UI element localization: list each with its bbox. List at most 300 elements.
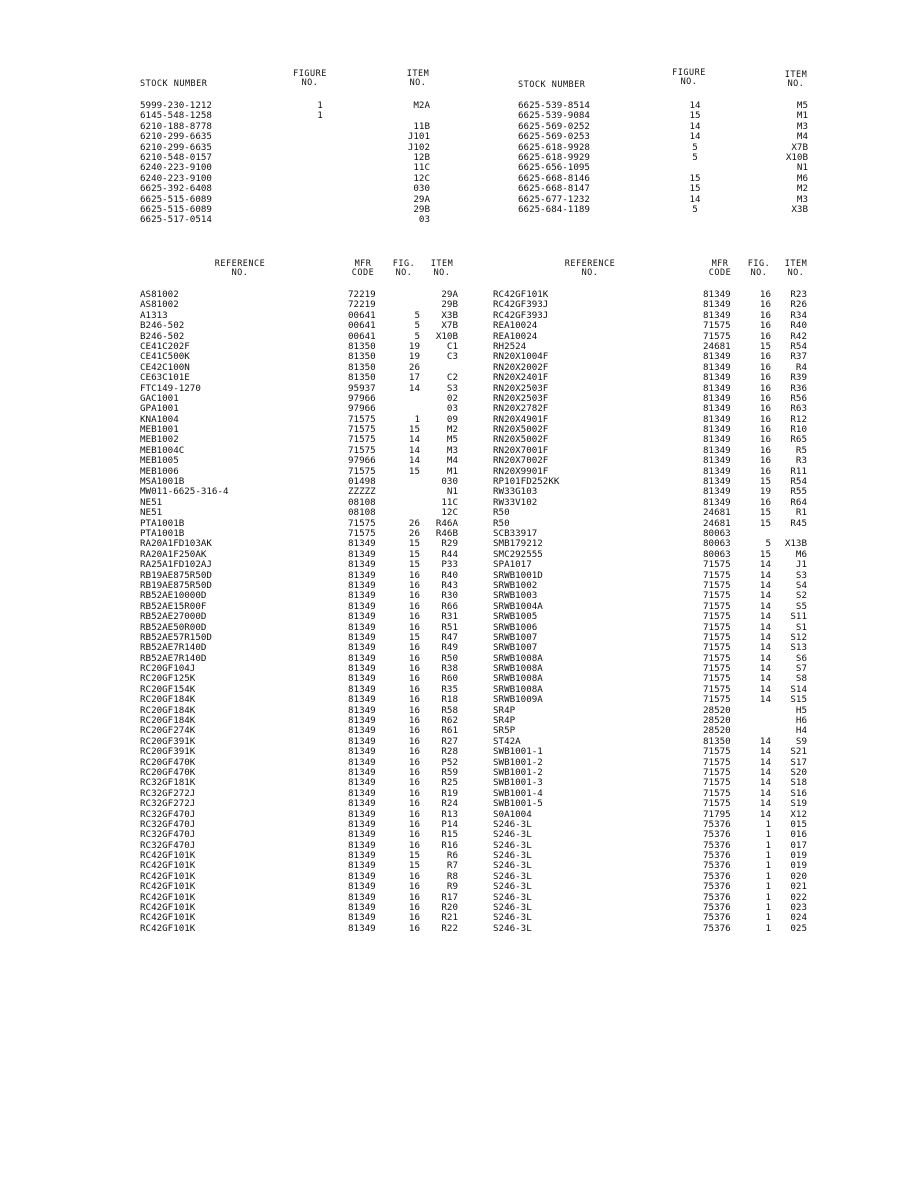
- item-number-cell: S11: [790, 611, 807, 623]
- fig-number-cell: 26: [408, 517, 420, 529]
- reference-number-cell: RW33G103: [493, 486, 538, 498]
- reference-number-cell: RP101FD252KK: [493, 476, 560, 488]
- item-number-cell: R34: [790, 309, 807, 321]
- reference-number-cell: MEB1004C: [140, 444, 185, 456]
- figure-number-cell: 15: [689, 183, 701, 195]
- item-number-cell: R55: [790, 486, 807, 498]
- reference-header-right-line1: REFERENCE: [564, 259, 616, 269]
- mfr-code-cell: 81349: [348, 735, 376, 747]
- item-number-cell: R59: [441, 766, 458, 778]
- item-number-cell: S12: [790, 631, 807, 643]
- mfr-header-left-line2: CODE: [351, 268, 375, 278]
- reference-number-cell: S246-3L: [493, 881, 532, 893]
- item-number-cell: S4: [795, 579, 807, 591]
- mfr-code-cell: 71575: [703, 590, 731, 602]
- item-number-cell: R6: [446, 850, 458, 862]
- mfr-code-cell: 80063: [703, 538, 731, 550]
- fig-number-cell: 14: [759, 652, 771, 664]
- fig-number-cell: 16: [408, 922, 420, 934]
- fig-number-cell: 16: [408, 694, 420, 706]
- reference-number-cell: RC20GF470K: [140, 766, 196, 778]
- mfr-code-cell: 71575: [703, 746, 731, 758]
- item-number-cell: 29B: [441, 299, 458, 311]
- mfr-code-cell: 71575: [703, 777, 731, 789]
- fig-number-cell: 16: [759, 361, 771, 373]
- item-number-cell: J101: [407, 131, 430, 143]
- fig-number-cell: 1: [414, 413, 420, 425]
- fig-header-left-line2: NO.: [395, 268, 413, 278]
- item-number-cell: 030: [441, 476, 458, 488]
- item-number-cell: R8: [446, 870, 458, 882]
- fig-number-cell: 19: [408, 340, 420, 352]
- fig-number-cell: 14: [408, 382, 420, 394]
- fig-header-left-line1: FIG.: [392, 259, 416, 269]
- fig-number-cell: 1: [765, 818, 771, 830]
- fig-number-cell: 26: [408, 527, 420, 539]
- item-number-cell: M3: [796, 193, 808, 205]
- mfr-code-cell: 81349: [703, 434, 731, 446]
- fig-number-cell: 16: [408, 839, 420, 851]
- mfr-header-left: [343, 260, 383, 278]
- table-row: [140, 394, 460, 404]
- item-number-cell: R3: [795, 455, 807, 467]
- mfr-code-cell: 81350: [348, 361, 376, 373]
- fig-number-cell: 14: [759, 600, 771, 612]
- fig-number-cell: 16: [408, 746, 420, 758]
- item-number-cell: 021: [790, 881, 807, 893]
- table-row: [140, 373, 460, 383]
- mfr-code-cell: 81349: [348, 611, 376, 623]
- fig-number-cell: 16: [408, 870, 420, 882]
- reference-number-cell: RN20X7001F: [493, 444, 549, 456]
- mfr-code-cell: 72219: [348, 299, 376, 311]
- table-row: [140, 300, 460, 310]
- fig-number-cell: 1: [765, 860, 771, 872]
- mfr-code-cell: 75376: [703, 860, 731, 872]
- figure-number-cell: 14: [689, 100, 701, 111]
- item-number-cell: S15: [790, 694, 807, 706]
- item-number-cell: R58: [441, 704, 458, 716]
- reference-number-cell: SRWB1008A: [493, 663, 543, 675]
- stock-list-right: [518, 101, 810, 215]
- mfr-code-cell: 81350: [348, 351, 376, 363]
- table-row: [140, 311, 460, 321]
- reference-number-cell: SRWB1009A: [493, 694, 543, 706]
- reference-number-cell: RC20GF470K: [140, 756, 196, 768]
- item-number-cell: 03: [418, 214, 430, 226]
- mfr-code-cell: 75376: [703, 850, 731, 862]
- stock-number-cell: 6210-299-6635: [140, 131, 212, 143]
- mfr-code-cell: 71575: [348, 444, 376, 456]
- fig-number-cell: 16: [759, 299, 771, 311]
- table-row: [518, 184, 810, 194]
- mfr-code-cell: 81349: [703, 424, 731, 436]
- item-number-cell: S2: [795, 590, 807, 602]
- item-number-cell: S20: [790, 766, 807, 778]
- item-number-cell: 12C: [441, 507, 458, 519]
- stock-number-cell: 6625-539-8514: [518, 100, 590, 111]
- reference-number-cell: RC32GF272J: [140, 798, 196, 810]
- item-number-cell: R23: [790, 289, 807, 300]
- item-number-cell: S18: [790, 777, 807, 789]
- fig-number-cell: 1: [765, 850, 771, 862]
- fig-number-cell: 15: [408, 465, 420, 477]
- reference-number-cell: R50: [493, 507, 510, 519]
- mfr-code-cell: 00641: [348, 309, 376, 321]
- fig-number-cell: 14: [759, 673, 771, 685]
- reference-number-cell: RB52AE7R140D: [140, 652, 207, 664]
- fig-number-cell: 16: [759, 351, 771, 363]
- fig-number-cell: 14: [759, 569, 771, 581]
- reference-number-cell: RC42GF101K: [140, 850, 196, 862]
- table-row: [518, 132, 810, 142]
- item-number-cell: R13: [441, 808, 458, 820]
- mfr-code-cell: 24681: [703, 340, 731, 352]
- fig-number-cell: 14: [759, 777, 771, 789]
- item-number-cell: R63: [790, 403, 807, 415]
- reference-number-cell: RN20X2002F: [493, 361, 549, 373]
- item-number-cell: M2: [446, 424, 458, 436]
- reference-number-cell: RC32GF470J: [140, 839, 196, 851]
- reference-number-cell: SRWB1005: [493, 611, 538, 623]
- fig-header-left: [389, 260, 419, 278]
- item-number-cell: R9: [446, 881, 458, 893]
- reference-number-cell: CE42C100N: [140, 361, 190, 373]
- item-number-cell: 11C: [413, 162, 430, 174]
- fig-number-cell: 5: [765, 538, 771, 550]
- item-number-cell: R46B: [435, 527, 458, 539]
- fig-number-cell: 14: [759, 590, 771, 602]
- fig-number-cell: 16: [759, 465, 771, 477]
- mfr-code-cell: 81349: [703, 392, 731, 404]
- stock-number-cell: 6210-548-0157: [140, 151, 212, 163]
- reference-number-cell: CE41C500K: [140, 351, 190, 363]
- fig-number-cell: 14: [759, 631, 771, 643]
- fig-number-cell: 16: [759, 424, 771, 436]
- mfr-code-cell: ZZZZZ: [348, 486, 376, 498]
- item-number-cell: R4: [795, 361, 807, 373]
- fig-number-cell: 16: [408, 590, 420, 602]
- mfr-code-cell: 81349: [348, 559, 376, 571]
- reference-number-cell: MEB1001: [140, 424, 179, 436]
- fig-number-cell: 17: [408, 372, 420, 384]
- mfr-code-cell: 71575: [703, 642, 731, 654]
- reference-number-cell: RC42GF101K: [140, 881, 196, 893]
- item-number-cell: H5: [795, 704, 807, 716]
- stock-number-cell: 6240-223-9100: [140, 172, 212, 184]
- item-number-cell: R40: [441, 569, 458, 581]
- mfr-code-cell: 81349: [348, 746, 376, 758]
- table-row: [140, 215, 440, 225]
- item-number-cell: R49: [441, 642, 458, 654]
- fig-header-right-line1: FIG.: [747, 259, 771, 269]
- mfr-code-cell: 71575: [703, 320, 731, 332]
- table-row: [140, 321, 460, 331]
- item-number-cell: S19: [790, 798, 807, 810]
- reference-number-cell: SR4P: [493, 704, 516, 716]
- fig-number-cell: 16: [408, 818, 420, 830]
- stock-number-cell: 6625-569-0252: [518, 120, 590, 132]
- stock-number-cell: 6625-569-0253: [518, 131, 590, 143]
- item-number-cell: R5: [795, 444, 807, 456]
- reference-number-cell: SMB179212: [493, 538, 543, 550]
- mfr-code-cell: 81349: [348, 902, 376, 914]
- item-number-cell: R28: [441, 746, 458, 758]
- item-number-cell: C2: [446, 372, 458, 384]
- fig-number-cell: 16: [408, 642, 420, 654]
- reference-number-cell: S246-3L: [493, 818, 532, 830]
- reference-header-left-line2: NO.: [231, 268, 249, 278]
- item-number-cell: N1: [446, 486, 458, 498]
- item-number-cell: S8: [795, 673, 807, 685]
- stock-number-cell: 6625-677-1232: [518, 193, 590, 205]
- mfr-code-cell: 81349: [348, 839, 376, 851]
- mfr-header-right-line1: MFR: [711, 259, 729, 269]
- item-header-right-line2: NO.: [787, 79, 805, 89]
- reference-number-cell: SMC292555: [493, 548, 543, 560]
- fig-number-cell: 16: [408, 912, 420, 924]
- reference-number-cell: RC42GF393J: [493, 299, 549, 311]
- table-row: [493, 799, 813, 809]
- mfr-header-right-line2: CODE: [708, 268, 732, 278]
- fig-number-cell: 15: [408, 548, 420, 560]
- reference-number-cell: RC42GF101K: [140, 902, 196, 914]
- fig-number-cell: 15: [408, 538, 420, 550]
- mfr-code-cell: 80063: [703, 548, 731, 560]
- stock-number-cell: 6625-539-9084: [518, 110, 590, 122]
- mfr-code-cell: 01498: [348, 476, 376, 488]
- item-number-cell: R16: [441, 839, 458, 851]
- reference-number-cell: FTC149-1270: [140, 382, 201, 394]
- mfr-code-cell: 81349: [348, 891, 376, 903]
- reference-number-cell: SRWB1008A: [493, 683, 543, 695]
- mfr-code-cell: 81349: [703, 455, 731, 467]
- item-number-cell: 019: [790, 850, 807, 862]
- stock-number-cell: 6145-548-1258: [140, 110, 212, 122]
- item-number-cell: R27: [441, 735, 458, 747]
- fig-number-cell: 15: [759, 476, 771, 488]
- table-row: [140, 612, 460, 622]
- mfr-code-cell: 08108: [348, 496, 376, 508]
- figure-number-cell: 14: [689, 120, 701, 132]
- item-number-cell: M3: [796, 120, 808, 132]
- reference-number-cell: RC32GF181K: [140, 777, 196, 789]
- item-number-cell: R45: [790, 517, 807, 529]
- mfr-code-cell: 75376: [703, 829, 731, 841]
- item-number-cell: 12C: [413, 172, 430, 184]
- figure-header-left-line1: FIGURE: [293, 69, 327, 79]
- mfr-code-cell: 75376: [703, 818, 731, 830]
- item-number-cell: H4: [795, 725, 807, 737]
- mfr-code-cell: 71575: [348, 413, 376, 425]
- fig-number-cell: 14: [759, 798, 771, 810]
- stock-number-cell: 6625-517-0514: [140, 214, 212, 226]
- mfr-code-cell: 71575: [703, 330, 731, 342]
- item-number-cell: R50: [441, 652, 458, 664]
- stock-number-cell: 6625-668-8147: [518, 183, 590, 195]
- mfr-code-cell: 71575: [703, 673, 731, 685]
- fig-number-cell: 1: [765, 902, 771, 914]
- item-number-cell: M5: [796, 100, 808, 111]
- figure-number-cell: 1: [317, 100, 323, 111]
- item-number-cell: R19: [441, 787, 458, 799]
- table-row: [140, 498, 460, 508]
- figure-number-cell: 5: [692, 141, 698, 153]
- table-row: [140, 560, 460, 570]
- item-number-cell: R36: [790, 382, 807, 394]
- item-number-cell: S17: [790, 756, 807, 768]
- mfr-code-cell: 71575: [703, 611, 731, 623]
- fig-number-cell: 15: [408, 850, 420, 862]
- item-number-cell: P14: [441, 818, 458, 830]
- item-header-left: [398, 70, 438, 88]
- reference-number-cell: MEB1002: [140, 434, 179, 446]
- reference-number-cell: RC20GF184K: [140, 694, 196, 706]
- reference-number-cell: PTA1001B: [140, 527, 185, 539]
- reference-number-cell: RN20X2503F: [493, 382, 549, 394]
- fig-number-cell: 14: [759, 756, 771, 768]
- reference-number-cell: RC20GF184K: [140, 715, 196, 727]
- mfr-code-cell: 97966: [348, 455, 376, 467]
- item-number-cell: N1: [796, 162, 808, 174]
- item-number-cell: R35: [441, 683, 458, 695]
- fig-number-cell: 14: [759, 735, 771, 747]
- reference-number-cell: A1313: [140, 309, 168, 321]
- reference-number-cell: RC42GF101K: [140, 860, 196, 872]
- item-number-cell: R38: [441, 663, 458, 675]
- item-number-cell: 030: [413, 183, 430, 195]
- item-number-cell: S16: [790, 787, 807, 799]
- reference-number-cell: RC20GF391K: [140, 735, 196, 747]
- fig-number-cell: 16: [408, 673, 420, 685]
- reference-number-cell: NE51: [140, 496, 163, 508]
- mfr-code-cell: 81349: [703, 361, 731, 373]
- fig-number-cell: 16: [408, 798, 420, 810]
- mfr-code-cell: 81349: [703, 465, 731, 477]
- item-number-cell: R22: [441, 922, 458, 934]
- mfr-code-cell: 71575: [348, 527, 376, 539]
- mfr-code-cell: 81349: [703, 486, 731, 498]
- item-number-cell: S7: [795, 663, 807, 675]
- figure-header-left: [285, 70, 335, 88]
- fig-number-cell: 1: [765, 829, 771, 841]
- fig-number-cell: 16: [408, 704, 420, 716]
- reference-header-right: [540, 260, 640, 278]
- item-number-cell: P52: [441, 756, 458, 768]
- fig-number-cell: 15: [408, 631, 420, 643]
- mfr-code-cell: 81349: [703, 351, 731, 363]
- mfr-code-cell: 81349: [348, 870, 376, 882]
- mfr-code-cell: 81349: [348, 829, 376, 841]
- item-number-cell: 019: [790, 860, 807, 872]
- reference-number-cell: RN20X1004F: [493, 351, 549, 363]
- item-number-cell: R30: [441, 590, 458, 602]
- stock-number-cell: 6625-668-8146: [518, 172, 590, 184]
- table-row: [493, 695, 813, 705]
- item-number-cell: X12: [790, 808, 807, 820]
- fig-number-cell: 16: [759, 372, 771, 384]
- reference-header-left-line1: REFERENCE: [214, 259, 266, 269]
- mfr-header-left-line1: MFR: [354, 259, 372, 269]
- item-number-cell: R20: [441, 902, 458, 914]
- item-number-cell: R31: [441, 611, 458, 623]
- item-number-cell: R51: [441, 621, 458, 633]
- item-number-cell: R54: [790, 340, 807, 352]
- item-number-cell: 11B: [413, 120, 430, 132]
- fig-header-right-line2: NO.: [750, 268, 768, 278]
- item-number-cell: S5: [795, 600, 807, 612]
- item-number-cell: 015: [790, 818, 807, 830]
- mfr-code-cell: 81349: [348, 569, 376, 581]
- mfr-code-cell: 81349: [703, 382, 731, 394]
- mfr-code-cell: 71575: [703, 787, 731, 799]
- table-row: [493, 612, 813, 622]
- reference-number-cell: RC42GF101K: [140, 912, 196, 924]
- fig-number-cell: 14: [759, 559, 771, 571]
- reference-number-cell: CE41C202F: [140, 340, 190, 352]
- item-header-right: [776, 71, 816, 89]
- item-number-cell: R15: [441, 829, 458, 841]
- reference-number-cell: MSA1001B: [140, 476, 185, 488]
- reference-number-cell: SWB1001-4: [493, 787, 543, 799]
- fig-number-cell: 5: [414, 330, 420, 342]
- mfr-code-cell: 81349: [703, 372, 731, 384]
- reference-number-cell: SRWB1001D: [493, 569, 543, 581]
- fig-number-cell: 14: [759, 611, 771, 623]
- mfr-code-cell: 75376: [703, 870, 731, 882]
- reference-number-cell: SRWB1002: [493, 579, 538, 591]
- fig-number-cell: 16: [759, 309, 771, 321]
- figure-number-cell: 14: [689, 193, 701, 205]
- reference-number-cell: MEB1005: [140, 455, 179, 467]
- mfr-code-cell: 71575: [348, 424, 376, 436]
- reference-number-cell: RB52AE27000D: [140, 611, 207, 623]
- item-number-cell: 29A: [441, 289, 458, 300]
- item-number-cell: M3: [446, 444, 458, 456]
- fig-number-cell: 16: [408, 621, 420, 633]
- reference-number-cell: RW33V102: [493, 496, 538, 508]
- mfr-code-cell: 97966: [348, 403, 376, 415]
- mfr-code-cell: 81350: [703, 735, 731, 747]
- fig-number-cell: 14: [759, 694, 771, 706]
- reference-number-cell: S246-3L: [493, 860, 532, 872]
- table-row: [493, 706, 813, 716]
- reference-number-cell: GAC1001: [140, 392, 179, 404]
- fig-number-cell: 14: [408, 434, 420, 446]
- fig-number-cell: 16: [408, 600, 420, 612]
- item-number-cell: M6: [795, 548, 807, 560]
- table-row: [493, 373, 813, 383]
- mfr-code-cell: 75376: [703, 922, 731, 934]
- mfr-code-cell: 81350: [348, 340, 376, 352]
- reference-number-cell: PTA1001B: [140, 517, 185, 529]
- item-number-cell: X10B: [785, 151, 808, 163]
- fig-number-cell: 16: [408, 569, 420, 581]
- table-row: [140, 924, 460, 934]
- reference-number-cell: RC20GF391K: [140, 746, 196, 758]
- reference-number-cell: RC32GF470J: [140, 808, 196, 820]
- item-number-cell: S14: [790, 683, 807, 695]
- mfr-code-cell: 28520: [703, 715, 731, 727]
- mfr-code-cell: 24681: [703, 517, 731, 529]
- table-row: [493, 519, 813, 529]
- table-row: [140, 404, 460, 414]
- mfr-code-cell: 71575: [348, 465, 376, 477]
- fig-number-cell: 5: [414, 320, 420, 332]
- reference-number-cell: NE51: [140, 507, 163, 519]
- item-number-cell: M2: [796, 183, 808, 195]
- reference-number-cell: GPA1001: [140, 403, 179, 415]
